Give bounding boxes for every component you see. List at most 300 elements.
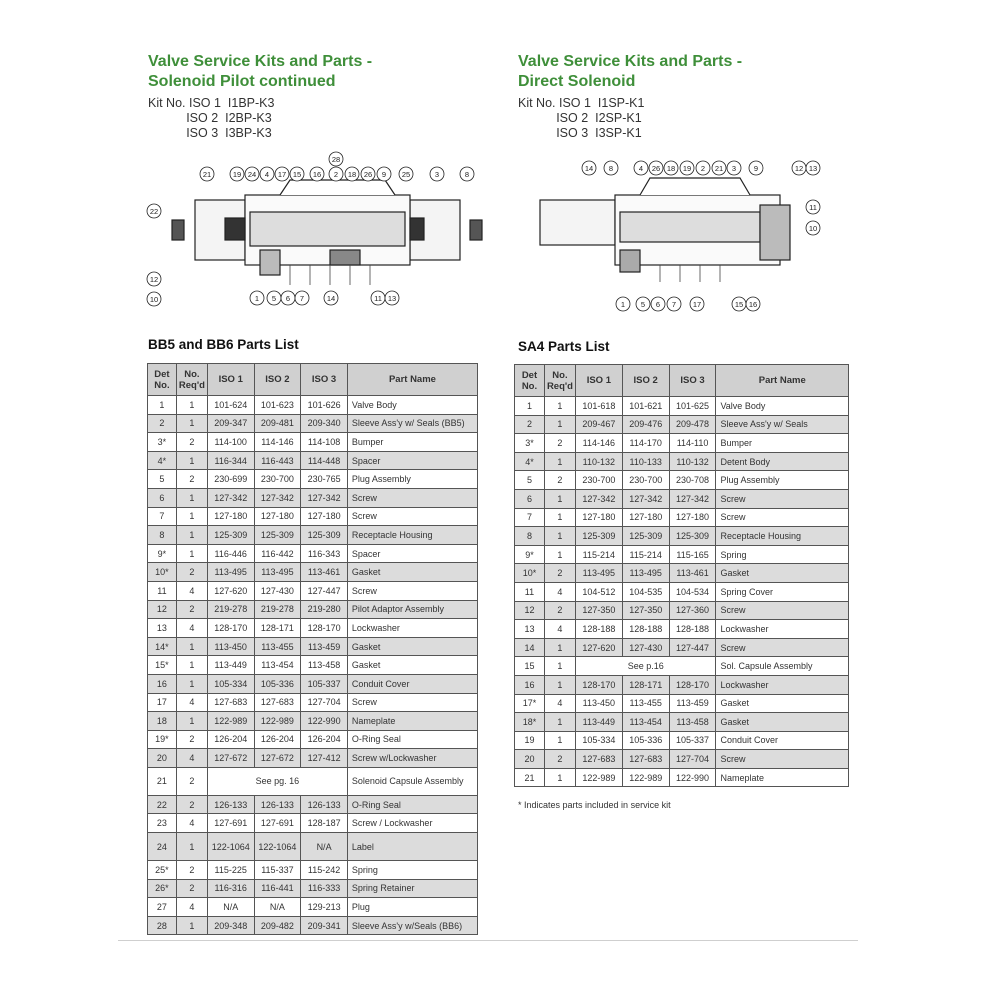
callout-17: [275, 167, 289, 181]
table-cell: 230-700: [575, 471, 622, 490]
callout-1: [250, 291, 264, 305]
table-cell: 209-478: [669, 415, 716, 434]
callout-26: [649, 161, 663, 175]
table-cell: 113-495: [207, 563, 254, 582]
table-cell: 209-348: [207, 916, 254, 935]
table-cell: 128-171: [254, 619, 301, 638]
part-name-cell: Pilot Adaptor Assembly: [347, 600, 477, 619]
table-row: [515, 434, 849, 453]
callout-6: [651, 297, 665, 311]
part-name-cell: Detent Body: [716, 452, 849, 471]
table-cell: 113-459: [669, 694, 716, 713]
callout-11: [371, 291, 385, 305]
svg-text:22: 22: [149, 207, 159, 216]
table-row: [148, 861, 478, 880]
column-header: No. Req'd: [176, 364, 207, 396]
callout-2: [696, 161, 710, 175]
table-cell: 127-342: [254, 488, 301, 507]
table-cell: 127-350: [575, 601, 622, 620]
table-row: [148, 507, 478, 526]
table-cell: 113-450: [207, 637, 254, 656]
column-header: ISO 1: [575, 365, 622, 397]
table-cell: 116-446: [207, 544, 254, 563]
part-name-cell: Receptacle Housing: [716, 527, 849, 546]
svg-text:5: 5: [640, 300, 646, 309]
table-cell: 18*: [515, 713, 545, 732]
table-cell: 1: [544, 397, 575, 416]
table-row: [515, 545, 849, 564]
part-name-cell: Receptacle Housing: [347, 526, 477, 545]
table-row: [148, 898, 478, 917]
svg-text:18: 18: [666, 164, 676, 173]
table-row: [515, 713, 849, 732]
table-cell: 20: [148, 749, 177, 768]
table-row: [515, 415, 849, 434]
svg-text:2: 2: [700, 164, 706, 173]
table-cell: 127-672: [254, 749, 301, 768]
table-cell: 12: [148, 600, 177, 619]
table-cell: 12: [515, 601, 545, 620]
table-cell: 116-316: [207, 879, 254, 898]
table-row: [148, 767, 478, 795]
table-cell: 113-455: [622, 694, 669, 713]
part-name-cell: Screw: [347, 507, 477, 526]
table-row: [148, 619, 478, 638]
table-cell: 116-343: [301, 544, 348, 563]
table-row: [515, 564, 849, 583]
table-cell: 127-180: [301, 507, 348, 526]
table-cell: 114-170: [622, 434, 669, 453]
table-row: [515, 657, 849, 676]
table-cell: 18: [148, 712, 177, 731]
table-cell: 113-449: [207, 656, 254, 675]
table-cell: 126-133: [301, 795, 348, 814]
table-row: [148, 581, 478, 600]
part-name-cell: Screw: [716, 489, 849, 508]
callout-19: [230, 167, 244, 181]
part-name-cell: Screw: [347, 693, 477, 712]
table-cell: 4*: [148, 451, 177, 470]
part-name-cell: Conduit Cover: [716, 731, 849, 750]
table-cell: 4: [176, 581, 207, 600]
table-cell: 2: [544, 471, 575, 490]
svg-text:19: 19: [682, 164, 692, 173]
table-cell: 126-204: [254, 730, 301, 749]
table-cell: 105-334: [207, 674, 254, 693]
table-cell: 4: [176, 619, 207, 638]
kit-line: ISO 2 I2SP-K1: [518, 111, 642, 125]
table-row: [515, 731, 849, 750]
callout-5: [267, 291, 281, 305]
table-cell: 2: [176, 879, 207, 898]
table-cell: 115-165: [669, 545, 716, 564]
table-row: [148, 879, 478, 898]
callout-13: [806, 161, 820, 175]
part-name-cell: O-Ring Seal: [347, 730, 477, 749]
part-name-cell: Nameplate: [716, 768, 849, 787]
svg-text:15: 15: [734, 300, 744, 309]
part-name-cell: Screw / Lockwasher: [347, 814, 477, 833]
table-cell: See pg. 16: [207, 767, 347, 795]
table-row: [515, 471, 849, 490]
part-name-cell: Conduit Cover: [347, 674, 477, 693]
table-row: [515, 527, 849, 546]
table-cell: 122-1064: [254, 833, 301, 861]
left-kit-numbers: [148, 96, 274, 141]
table-cell: 9*: [515, 545, 545, 564]
svg-text:14: 14: [326, 294, 336, 303]
part-name-cell: Screw w/Lockwasher: [347, 749, 477, 768]
table-cell: 219-280: [301, 600, 348, 619]
table-cell: 28: [148, 916, 177, 935]
sa4-table-title: SA4 Parts List: [518, 339, 610, 354]
table-cell: 125-309: [575, 527, 622, 546]
table-cell: 4*: [515, 452, 545, 471]
kit-line: Kit No. ISO 1 I1SP-K1: [518, 96, 645, 110]
svg-text:16: 16: [312, 170, 322, 179]
table-cell: 127-447: [669, 638, 716, 657]
svg-text:12: 12: [794, 164, 804, 173]
table-cell: 113-450: [575, 694, 622, 713]
right-title-line2: Direct Solenoid: [518, 73, 636, 90]
table-cell: 2: [176, 470, 207, 489]
table-cell: 127-180: [254, 507, 301, 526]
part-name-cell: Sleeve Ass'y w/ Seals: [716, 415, 849, 434]
table-cell: 127-704: [301, 693, 348, 712]
table-cell: 2: [176, 861, 207, 880]
table-cell: 104-512: [575, 582, 622, 601]
table-cell: 2: [148, 414, 177, 433]
table-row: [515, 582, 849, 601]
table-cell: 1: [176, 544, 207, 563]
right-title-line1: Valve Service Kits and Parts -: [518, 53, 743, 70]
column-header: ISO 3: [301, 364, 348, 396]
table-cell: 104-535: [622, 582, 669, 601]
table-cell: 2: [544, 601, 575, 620]
table-cell: 3*: [148, 433, 177, 452]
table-cell: 127-672: [207, 749, 254, 768]
sa4-parts-table: [514, 364, 849, 787]
table-row: [148, 563, 478, 582]
part-name-cell: Valve Body: [347, 396, 477, 415]
table-cell: 19*: [148, 730, 177, 749]
callout-8: [460, 167, 474, 181]
table-cell: 1: [176, 451, 207, 470]
table-cell: 2: [544, 434, 575, 453]
column-header: Det No.: [515, 365, 545, 397]
table-cell: 209-340: [301, 414, 348, 433]
table-cell: 129-213: [301, 898, 348, 917]
part-name-cell: Plug Assembly: [347, 470, 477, 489]
table-cell: 127-342: [301, 488, 348, 507]
table-cell: 8: [148, 526, 177, 545]
table-row: [148, 396, 478, 415]
callout-16: [746, 297, 760, 311]
callout-11: [806, 200, 820, 214]
callout-4: [634, 161, 648, 175]
left-title-line1: Valve Service Kits and Parts -: [148, 53, 373, 70]
table-cell: 128-187: [301, 814, 348, 833]
svg-text:17: 17: [277, 170, 287, 179]
table-cell: 122-1064: [207, 833, 254, 861]
table-row: [515, 638, 849, 657]
table-cell: 127-360: [669, 601, 716, 620]
table-cell: 127-691: [207, 814, 254, 833]
table-cell: 105-334: [575, 731, 622, 750]
table-cell: 24: [148, 833, 177, 861]
table-cell: 1: [176, 637, 207, 656]
column-header: ISO 2: [254, 364, 301, 396]
table-cell: 1: [544, 657, 575, 676]
table-cell: 114-448: [301, 451, 348, 470]
callout-14: [324, 291, 338, 305]
callout-7: [667, 297, 681, 311]
table-row: [148, 414, 478, 433]
page-divider: [118, 940, 858, 941]
svg-text:14: 14: [584, 164, 594, 173]
part-name-cell: Spring Cover: [716, 582, 849, 601]
callout-18: [345, 167, 359, 181]
table-cell: 127-683: [254, 693, 301, 712]
callout-2: [329, 167, 343, 181]
table-cell: 219-278: [207, 600, 254, 619]
part-name-cell: Gasket: [716, 694, 849, 713]
table-cell: 127-683: [622, 750, 669, 769]
table-cell: 2: [176, 600, 207, 619]
table-cell: 1: [176, 526, 207, 545]
table-cell: 27: [148, 898, 177, 917]
table-cell: 128-188: [575, 620, 622, 639]
callout-24: [245, 167, 259, 181]
table-cell: 105-336: [622, 731, 669, 750]
svg-text:13: 13: [387, 294, 397, 303]
callout-26: [361, 167, 375, 181]
table-cell: 101-626: [301, 396, 348, 415]
table-cell: 127-430: [622, 638, 669, 657]
svg-text:25: 25: [401, 170, 411, 179]
svg-text:6: 6: [285, 294, 291, 303]
table-cell: 4: [176, 693, 207, 712]
part-name-cell: Label: [347, 833, 477, 861]
table-cell: 127-620: [575, 638, 622, 657]
kit-line: ISO 2 I2BP-K3: [148, 111, 272, 125]
table-cell: 1: [544, 713, 575, 732]
table-row: [148, 451, 478, 470]
table-cell: 128-188: [622, 620, 669, 639]
table-cell: 17*: [515, 694, 545, 713]
table-cell: 25*: [148, 861, 177, 880]
callout-3: [430, 167, 444, 181]
callout-5: [636, 297, 650, 311]
part-name-cell: Spring: [716, 545, 849, 564]
footnote: * Indicates parts included in service kit: [518, 800, 671, 810]
svg-text:4: 4: [638, 164, 644, 173]
table-cell: 13: [515, 620, 545, 639]
kit-line: Kit No. ISO 1 I1BP-K3: [148, 96, 275, 110]
callout-12: [792, 161, 806, 175]
part-name-cell: Lockwasher: [716, 620, 849, 639]
table-cell: 114-100: [207, 433, 254, 452]
part-name-cell: Screw: [716, 638, 849, 657]
table-cell: 230-700: [254, 470, 301, 489]
table-cell: 127-350: [622, 601, 669, 620]
table-row: [515, 620, 849, 639]
svg-text:1: 1: [254, 294, 260, 303]
table-header-row: [515, 365, 849, 397]
svg-text:18: 18: [347, 170, 357, 179]
table-cell: 110-132: [669, 452, 716, 471]
table-row: [148, 730, 478, 749]
callout-6: [281, 291, 295, 305]
column-header: Part Name: [347, 364, 477, 396]
table-cell: 1: [176, 488, 207, 507]
table-cell: 209-476: [622, 415, 669, 434]
table-cell: 110-133: [622, 452, 669, 471]
svg-text:5: 5: [271, 294, 277, 303]
part-name-cell: Valve Body: [716, 397, 849, 416]
table-cell: 113-458: [669, 713, 716, 732]
table-cell: 128-188: [669, 620, 716, 639]
table-cell: 11: [148, 581, 177, 600]
table-cell: 116-443: [254, 451, 301, 470]
svg-text:17: 17: [692, 300, 702, 309]
table-cell: 1: [544, 415, 575, 434]
table-cell: 209-481: [254, 414, 301, 433]
table-cell: 209-482: [254, 916, 301, 935]
table-cell: 125-309: [622, 527, 669, 546]
column-header: ISO 1: [207, 364, 254, 396]
table-cell: 21: [148, 767, 177, 795]
svg-text:7: 7: [299, 294, 305, 303]
table-row: [515, 768, 849, 787]
table-cell: 125-309: [301, 526, 348, 545]
table-cell: 16: [515, 675, 545, 694]
table-cell: 127-704: [669, 750, 716, 769]
table-cell: 105-337: [669, 731, 716, 750]
table-cell: 209-341: [301, 916, 348, 935]
table-cell: 127-412: [301, 749, 348, 768]
part-name-cell: Plug Assembly: [716, 471, 849, 490]
table-cell: 4: [176, 898, 207, 917]
table-cell: 122-990: [301, 712, 348, 731]
table-cell: 127-620: [207, 581, 254, 600]
table-cell: 230-708: [669, 471, 716, 490]
table-row: [148, 693, 478, 712]
callout-17: [690, 297, 704, 311]
table-cell: 5: [515, 471, 545, 490]
left-title-line2: Solenoid Pilot continued: [148, 73, 336, 90]
svg-text:12: 12: [149, 275, 159, 284]
callout-21: [712, 161, 726, 175]
table-cell: 1: [176, 712, 207, 731]
svg-text:21: 21: [202, 170, 212, 179]
svg-text:16: 16: [748, 300, 758, 309]
table-cell: 1: [544, 731, 575, 750]
part-name-cell: Screw: [347, 488, 477, 507]
column-header: ISO 3: [669, 365, 716, 397]
sa4-valve-diagram: [510, 150, 840, 315]
table-cell: 101-618: [575, 397, 622, 416]
table-cell: 125-309: [207, 526, 254, 545]
table-cell: 128-170: [301, 619, 348, 638]
table-cell: 1: [176, 656, 207, 675]
table-cell: 126-133: [254, 795, 301, 814]
table-row: [148, 656, 478, 675]
table-cell: 10*: [148, 563, 177, 582]
table-cell: 127-342: [207, 488, 254, 507]
part-name-cell: Gasket: [347, 637, 477, 656]
table-cell: 128-170: [669, 675, 716, 694]
table-cell: 115-337: [254, 861, 301, 880]
column-header: Det No.: [148, 364, 177, 396]
svg-text:7: 7: [671, 300, 677, 309]
callout-4: [260, 167, 274, 181]
part-name-cell: O-Ring Seal: [347, 795, 477, 814]
part-name-cell: Screw: [716, 750, 849, 769]
part-name-cell: Lockwasher: [716, 675, 849, 694]
table-cell: 113-495: [575, 564, 622, 583]
table-cell: 15: [515, 657, 545, 676]
bb5-valve-diagram: [140, 150, 490, 315]
table-row: [515, 489, 849, 508]
table-cell: 2: [176, 563, 207, 582]
table-cell: 126-133: [207, 795, 254, 814]
callout-19: [680, 161, 694, 175]
kit-line: ISO 3 I3BP-K3: [148, 126, 272, 140]
bb5-table-title: BB5 and BB6 Parts List: [148, 337, 299, 352]
callout-25: [399, 167, 413, 181]
callout-16: [310, 167, 324, 181]
table-cell: 1: [544, 768, 575, 787]
table-row: [148, 433, 478, 452]
table-row: [148, 916, 478, 935]
table-cell: 11: [515, 582, 545, 601]
table-row: [515, 675, 849, 694]
table-cell: 21: [515, 768, 545, 787]
part-name-cell: Solenoid Capsule Assembly: [347, 767, 477, 795]
table-cell: 23: [148, 814, 177, 833]
svg-text:3: 3: [434, 170, 440, 179]
table-header-row: [148, 364, 478, 396]
callout-14: [582, 161, 596, 175]
part-name-cell: Sleeve Ass'y w/ Seals (BB5): [347, 414, 477, 433]
table-cell: 1: [176, 833, 207, 861]
table-cell: 1: [176, 414, 207, 433]
table-cell: 2: [544, 564, 575, 583]
callout-28: [329, 152, 343, 166]
table-cell: 115-214: [575, 545, 622, 564]
table-cell: 116-344: [207, 451, 254, 470]
callout-8: [604, 161, 618, 175]
table-cell: 9*: [148, 544, 177, 563]
table-cell: See p.16: [575, 657, 716, 676]
bb5-parts-table: [147, 363, 478, 935]
part-name-cell: Gasket: [347, 563, 477, 582]
table-cell: 113-455: [254, 637, 301, 656]
table-cell: 1: [544, 489, 575, 508]
part-name-cell: Screw: [347, 581, 477, 600]
table-cell: 116-333: [301, 879, 348, 898]
table-cell: 1: [176, 674, 207, 693]
table-row: [515, 508, 849, 527]
table-cell: 113-461: [669, 564, 716, 583]
table-cell: 2: [176, 795, 207, 814]
table-row: [515, 397, 849, 416]
table-cell: 110-132: [575, 452, 622, 471]
part-name-cell: Gasket: [716, 713, 849, 732]
table-cell: 1: [176, 507, 207, 526]
svg-text:11: 11: [374, 294, 382, 303]
